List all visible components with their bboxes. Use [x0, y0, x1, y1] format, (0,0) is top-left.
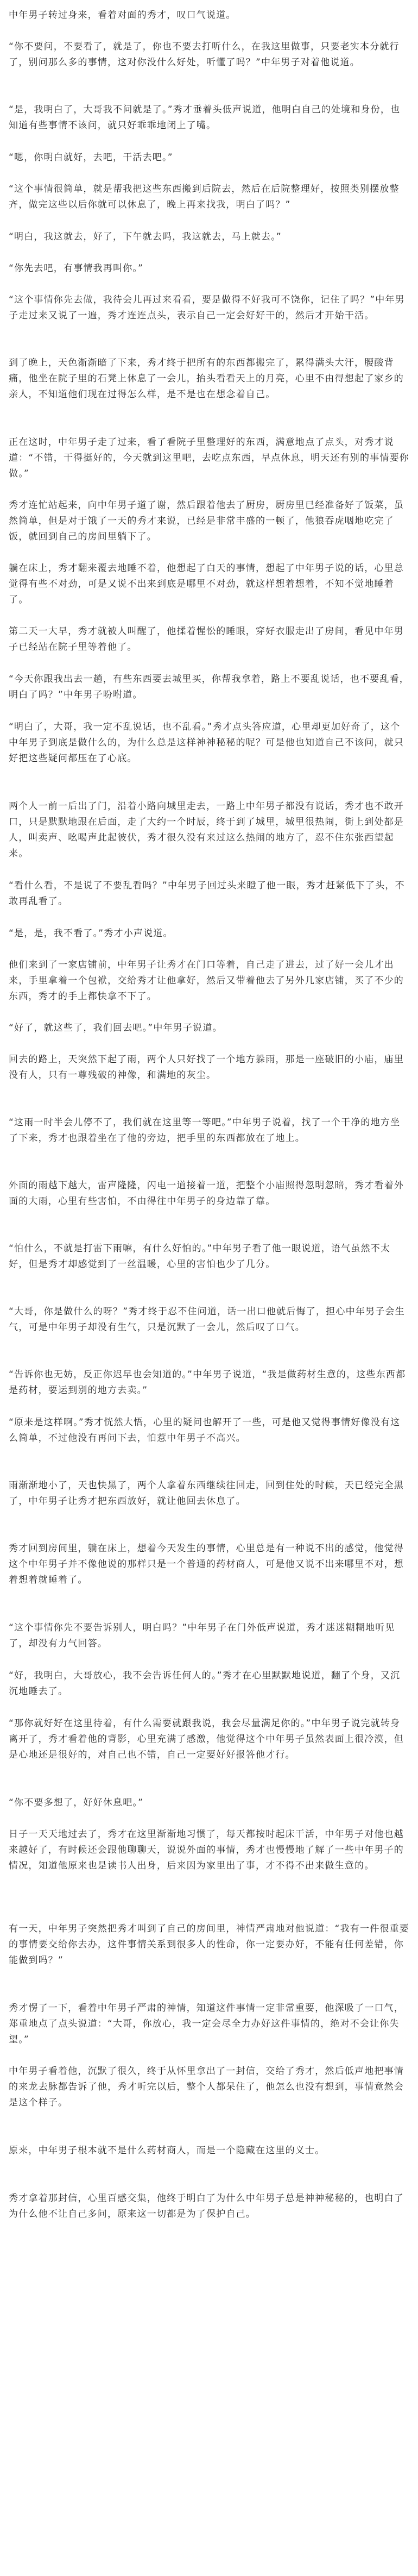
paragraph: “好了，就这些了，我们回去吧。”中年男子说道。	[9, 1023, 223, 1033]
paragraph: “告诉你也无妨，反正你迟早也会知道的。”中年男子说道，“我是做药材生意的，这些东西都是药材，要运到别的地方去卖。”	[9, 1369, 406, 1396]
paragraph: 中年男子转过身来，看着对面的秀才，叹口气说道。	[9, 10, 236, 21]
paragraph: 正在这时，中年男子走了过来，看了看院子里整理好的东西，满意地点了点头，对秀才说道：“不错，干得挺好的，今天就到这里吧，去吃点东西，早点休息，明天还有别的事情要你做。”	[9, 437, 410, 479]
paragraph: “这雨一时半会儿停不了，我们就在这里等一等吧。”中年男子说着，找了一个干净的地方坐了下来，秀才也跟着坐在了他的旁边，把手里的东西都放在了地上。	[9, 1117, 401, 1144]
paragraph: “这个事情很简单，就是帮我把这些东西搬到后院去，然后在后院整理好，按照类别摆放整齐，做完这些以后你就可以休息了，晚上再来找我，明白了吗？”	[9, 184, 400, 210]
paragraph: “原来是这样啊。”秀才恍然大悟，心里的疑问也解开了一些，可是他又觉得事情好像没有这么简单，不过他没有再问下去，怕惹中年男子不高兴。	[9, 1417, 401, 1444]
paragraph: “是，我明白了，大哥我不问就是了。”秀才垂着头低声说道，他明白自己的处境和身份，也知道有些事情不该问，就只好乖乖地闭上了嘴。	[9, 104, 401, 131]
paragraph: “你先去吧，有事情我再叫你。”	[9, 263, 144, 274]
paragraph: “好，我明白，大哥放心，我不会告诉任何人的。”秀才在心里默默地说道，翻了个身，又沉沉地睡去了。	[9, 1670, 401, 1697]
paragraph: 外面的雨越下越大，雷声隆隆，闪电一道接着一道，把整个小庙照得忽明忽暗，秀才看着外面的大雨，心里有些害怕，不由得往中年男子的身边靠了靠。	[9, 1180, 404, 1207]
paragraph: “今天你跟我出去一趟，有些东西要去城里买，你帮我拿着，路上不要乱说话，也不要乱看，明白了吗？”中年男子吩咐道。	[9, 674, 410, 700]
paragraph: 秀才连忙站起来，向中年男子道了谢，然后跟着他去了厨房，厨房里已经准备好了饭菜，虽然简单，但是对于饿了一天的秀才来说，已经是非常丰盛的一顿了，他狼吞虎咽地吃完了饭，就回到自己的房间里躺下了。	[9, 500, 404, 542]
paragraph: “你不要问，不要看了，就是了，你也不要去打听什么，在我这里做事，只要老实本分就行了，别问那么多的事情，这对你没什么好处，听懂了吗？”中年男子对着他说道。	[9, 41, 400, 68]
paragraph: “嗯，你明白就好，去吧，干活去吧。”	[9, 152, 173, 163]
paragraph: 有一天，中年男子突然把秀才叫到了自己的房间里，神情严肃地对他说道：“我有一件很重要的事情要交给你去办，这件事情关系到很多人的性命，你一定要办好，不能有任何差错，你能做到吗？”	[9, 1923, 410, 1966]
paragraph: 到了晚上，天色渐渐暗了下来，秀才终于把所有的东西都搬完了，累得满头大汗，腰酸背痛，他坐在院子里的石凳上休息了一会儿，抬头看看天上的月亮，心里不由得想起了家乡的亲人，不知道他们现在过得怎么样，是不是也在想念着自己。	[9, 358, 404, 400]
paragraph: 躺在床上，秀才翻来覆去地睡不着，他想起了白天的事情，想起了中年男子说的话，心里总觉得有些不对劲，可是又说不出来到底是哪里不对劲，就这样想着想着，不知不觉地睡着了。	[9, 563, 404, 605]
paragraph: “是，是，我不看了。”秀才小声说道。	[9, 928, 173, 939]
paragraph: 原来，中年男子根本就不是什么药材商人，而是一个隐藏在这里的义士。	[9, 2145, 325, 2156]
paragraph: “这个事情你先去做，我待会儿再过来看看，要是做得不好我可不饶你，记住了吗？”中年男子走过来又说了一遍，秀才连连点头，表示自己一定会好好干的，然后才开始干活。	[9, 294, 405, 321]
paragraph: 雨渐渐地小了，天也快黑了，两个人拿着东西继续往回走，回到住处的时候，天已经完全黑了，中年男子让秀才把东西放好，就让他回去休息了。	[9, 1480, 404, 1507]
paragraph: 回去的路上，天突然下起了雨，两个人只好找了一个地方躲雨，那是一座破旧的小庙，庙里没有人，只有一尊残破的神像，和满地的灰尘。	[9, 1054, 404, 1081]
paragraph: 他们来到了一家店铺前，中年男子让秀才在门口等着，自己走了进去，过了好一会儿才出来，手里拿着一个包袱，交给秀才让他拿好，然后又带着他去了另外几家店铺，买了不少的东西，秀才的手上都快拿不下了。	[9, 960, 404, 1002]
paragraph: “这个事情你先不要告诉别人，明白吗？”中年男子在门外低声说道，秀才迷迷糊糊地听见了，却没有力气回答。	[9, 1622, 395, 1649]
paragraph: 第二天一大早，秀才就被人叫醒了，他揉着惺忪的睡眼，穿好衣服走出了房间，看见中年男子已经站在院子里等着他了。	[9, 626, 404, 653]
paragraph: “你不要多想了，好好休息吧。”	[9, 1797, 144, 1808]
paragraph: 日子一天天地过去了，秀才在这里渐渐地习惯了，每天都按时起床干活，中年男子对他也越来越好了，有时候还会跟他聊聊天，说说外面的事情，秀才也慢慢地了解了一些中年男子的情况，知道他原来也是读书人出身，后来因为家里出了事，才不得不出来做生意的。	[9, 1829, 404, 1871]
paragraph: “看什么看，不是说了不要乱看吗？”中年男子回过头来瞪了他一眼，秀才赶紧低下了头，不敢再乱看了。	[9, 880, 405, 907]
paragraph: “明白，我这就去，好了，下午就去吗，我这就去，马上就去。”	[9, 231, 282, 242]
paragraph: 两个人一前一后出了门，沿着小路向城里走去，一路上中年男子都没有说话，秀才也不敢开口，只是默默地跟在后面，走了大约一个时辰，终于到了城里，城里很热闹，街上到处都是人，叫卖声、吆喝声此起彼伏，秀才很久没有来过这么热闹的地方了，忍不住东张西望起来。	[9, 801, 404, 859]
paragraph: 秀才回到房间里，躺在床上，想着今天发生的事情，心里总是有一种说不出的感觉，他觉得这个中年男子并不像他说的那样只是一个普通的药材商人，可是他又说不出来哪里不对，想着想着就睡着了。	[9, 1543, 404, 1585]
paragraph: 中年男子看着他，沉默了很久，终于从怀里拿出了一封信，交给了秀才，然后低声地把事情的来龙去脉都告诉了他，秀才听完以后，整个人都呆住了，他怎么也没有想到，事情竟然会是这个样子。	[9, 2066, 404, 2108]
paragraph: 秀才愣了一下，看着中年男子严肃的神情，知道这件事情一定非常重要，他深吸了一口气，郑重地点了点头说道：“大哥，你放心，我一定会尽全力办好这件事情的，绝对不会让你失望。”	[9, 2003, 404, 2045]
paragraph: “怕什么，不就是打雷下雨嘛，有什么好怕的。”中年男子看了他一眼说道，语气虽然不太好，但是秀才却感觉到了一丝温暖，心里的害怕也少了几分。	[9, 1243, 391, 1270]
paragraph: “那你就好好在这里待着，有什么需要就跟我说，我会尽量满足你的。”中年男子说完就转身离开了，秀才看着他的背影，心里充满了感激，他觉得这个中年男子虽然表面上很冷漠，但是心地还是很好的，对自己也不错，自己一定要好好报答他才行。	[9, 1718, 404, 1760]
paragraph: 秀才拿着那封信，心里百感交集，他终于明白了为什么中年男子总是神神秘秘的，也明白了为什么他不让自己多问，原来这一切都是为了保护自己。	[9, 2193, 404, 2220]
paragraph: “明白了，大哥，我一定不乱说话，也不乱看。”秀才点头答应道，心里却更加好奇了，这个中年男子到底是做什么的，为什么总是这样神神秘秘的呢？可是他也知道自己不该问，就只好把这些疑问都压在了心底。	[9, 722, 404, 764]
paragraph: “大哥，你是做什么的呀？”秀才终于忍不住问道，话一出口他就后悔了，担心中年男子会生气，可是中年男子却没有生气，只是沉默了一会儿，然后叹了口气。	[9, 1306, 405, 1333]
